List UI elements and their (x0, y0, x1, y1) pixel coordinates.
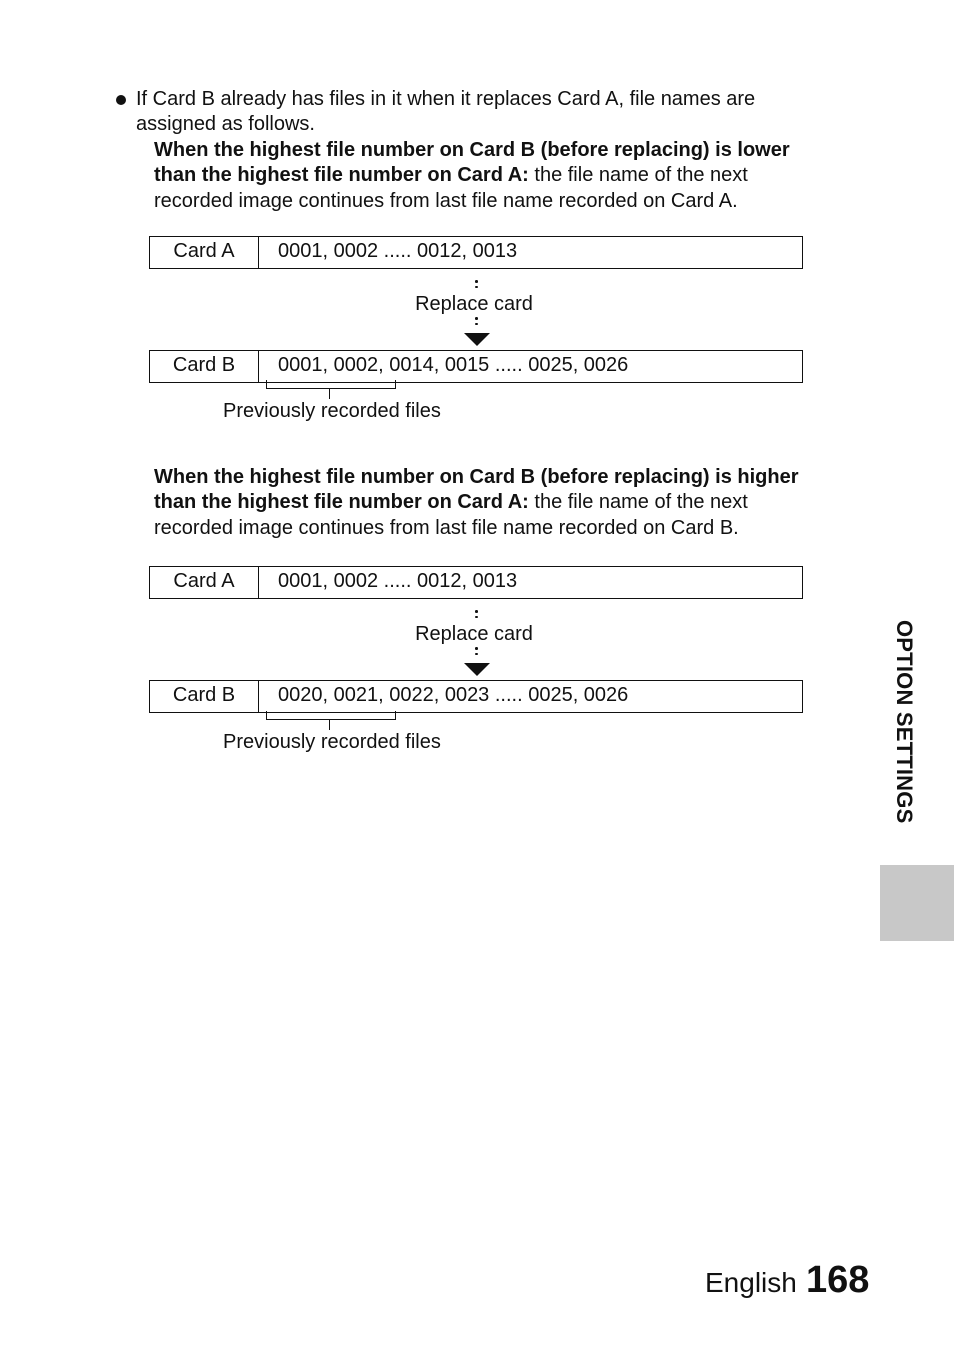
dotted-connector-icon (475, 610, 477, 621)
case-higher-line-3: recorded image continues from last file name recorded on Card B. (154, 517, 739, 539)
card-a-row (149, 566, 803, 599)
replace-card-label: Replace card (415, 623, 533, 645)
section-tab-marker (880, 865, 954, 941)
card-a-values: 0001, 0002 ..... 0012, 0013 (278, 570, 518, 592)
dotted-connector-icon (475, 647, 477, 658)
replace-card-label: Replace card (415, 293, 533, 315)
bracket-icon (266, 711, 396, 720)
case-lower-line-3: recorded image continues from last file name recorded on Card A. (154, 190, 738, 212)
card-b-row (149, 350, 803, 383)
card-b-values: 0001, 0002, 0014, 0015 ..... 0025, 0026 (278, 354, 629, 376)
arrow-down-icon (464, 663, 490, 676)
case-lower-heading-end: than the highest file number on Card A: (154, 164, 529, 186)
card-a-row (149, 236, 803, 269)
card-a-label: Card A (150, 237, 259, 268)
case-lower-heading: When the highest file number on Card B (before replacing) is lower (154, 139, 790, 161)
section-side-label: OPTION SETTINGS (892, 620, 917, 824)
bullet-icon (116, 95, 126, 105)
intro-line-2: assigned as follows. (136, 113, 315, 135)
footer-language: English (705, 1267, 797, 1298)
intro-line-1: If Card B already has files in it when it replaces Card A, file names are (136, 88, 756, 110)
card-a-label: Card A (150, 567, 259, 598)
case-higher-heading: When the highest file number on Card B (before replacing) is higher (154, 466, 799, 488)
case-lower-line-2 (154, 163, 748, 189)
bracket-stem (329, 389, 330, 399)
card-b-values: 0020, 0021, 0022, 0023 ..... 0025, 0026 (278, 684, 629, 706)
previously-recorded-label: Previously recorded files (223, 400, 441, 422)
dotted-connector-icon (475, 280, 477, 291)
card-b-label: Card B (150, 351, 259, 382)
arrow-down-icon (464, 333, 490, 346)
dotted-connector-icon (475, 317, 477, 328)
page-number: 168 (806, 1259, 870, 1301)
case-higher-line-2 (154, 490, 748, 516)
bracket-icon (266, 380, 396, 389)
previously-recorded-label: Previously recorded files (223, 731, 441, 753)
card-a-values: 0001, 0002 ..... 0012, 0013 (278, 240, 518, 262)
card-b-label: Card B (150, 681, 259, 712)
case-higher-line-2-rest: the file name of the next (528, 491, 748, 513)
bracket-stem (329, 720, 330, 730)
card-b-row (149, 680, 803, 713)
case-higher-heading-end: than the highest file number on Card A: (154, 491, 529, 513)
case-lower-line-2-rest: the file name of the next (528, 164, 748, 186)
